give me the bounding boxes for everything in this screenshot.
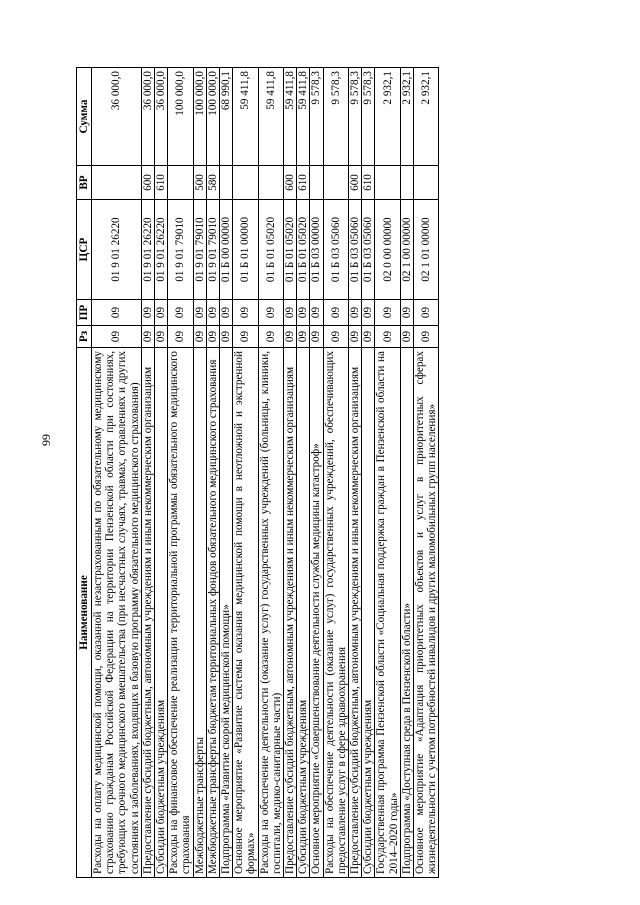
row-sum: 2 932,1 bbox=[400, 68, 413, 166]
row-rz: 09 bbox=[220, 326, 233, 348]
row-pr: 09 bbox=[375, 300, 400, 326]
header-sum: Сумма bbox=[77, 68, 92, 166]
row-rz: 09 bbox=[375, 326, 400, 348]
row-rz: 09 bbox=[414, 326, 439, 348]
row-pr: 09 bbox=[362, 300, 375, 326]
row-name: Субсидии бюджетным учреждениям bbox=[155, 348, 168, 878]
row-sum: 59 411,8 bbox=[233, 68, 258, 166]
row-vr bbox=[375, 166, 400, 200]
row-csr: 01 Б 03 05060 bbox=[323, 200, 348, 300]
row-rz: 09 bbox=[168, 326, 193, 348]
row-sum: 9 578,3 bbox=[362, 68, 375, 166]
row-vr bbox=[323, 166, 348, 200]
row-name: Основное мероприятие «Адаптация приоритетных объектов и услуг в приоритетных сферах жизнедеятельности с учетом потребностей инвалидов и других маломобильных групп населения» bbox=[414, 348, 439, 878]
table-row bbox=[220, 68, 233, 878]
row-name: Подпрограмма «Доступная среда в Пензенской области» bbox=[400, 348, 413, 878]
header-rz: Рз bbox=[77, 326, 92, 348]
row-name: Предоставление субсидий бюджетным, автономным учреждениям и иным некоммерческим организациям bbox=[349, 348, 362, 878]
table-row bbox=[206, 68, 219, 878]
row-csr: 01 Б 01 00000 bbox=[233, 200, 258, 300]
table-row bbox=[155, 68, 168, 878]
row-csr: 01 Б 03 05060 bbox=[349, 200, 362, 300]
row-name: Государственная программа Пензенской области «Социальная поддержка граждан в Пензенской области на 2014–2020 годы» bbox=[375, 348, 400, 878]
page-number: 99 bbox=[39, 434, 53, 446]
row-vr bbox=[400, 166, 413, 200]
row-vr bbox=[258, 166, 283, 200]
row-vr: 580 bbox=[206, 166, 219, 200]
row-name: Расходы на финансовое обеспечение реализации территориальной программы обязательного медицинского страхования bbox=[168, 348, 193, 878]
row-csr: 01 9 01 26220 bbox=[155, 200, 168, 300]
row-csr: 01 9 01 79010 bbox=[193, 200, 206, 300]
row-vr: 600 bbox=[349, 166, 362, 200]
row-sum: 100 000,0 bbox=[168, 68, 193, 166]
row-pr: 09 bbox=[220, 300, 233, 326]
row-vr bbox=[414, 166, 439, 200]
row-name: Подпрограмма «Развитие скорой медицинской помощи» bbox=[220, 348, 233, 878]
row-csr: 01 Б 01 05020 bbox=[258, 200, 283, 300]
row-vr: 600 bbox=[141, 166, 154, 200]
row-sum: 36 000,0 bbox=[141, 68, 154, 166]
header-name: Наименование bbox=[77, 348, 92, 878]
row-sum: 2 932,1 bbox=[375, 68, 400, 166]
row-pr: 09 bbox=[168, 300, 193, 326]
row-name: Основное мероприятие «Развитие системы оказания медицинской помощи в неотложной и экстренной формах» bbox=[233, 348, 258, 878]
row-pr: 09 bbox=[233, 300, 258, 326]
row-vr: 500 bbox=[193, 166, 206, 200]
row-vr: 600 bbox=[284, 166, 297, 200]
table-row bbox=[414, 68, 439, 878]
row-pr: 09 bbox=[284, 300, 297, 326]
row-sum: 68 990,1 bbox=[220, 68, 233, 166]
row-pr: 09 bbox=[297, 300, 310, 326]
row-rz: 09 bbox=[155, 326, 168, 348]
row-pr: 09 bbox=[310, 300, 323, 326]
row-name: Субсидии бюджетным учреждениям bbox=[362, 348, 375, 878]
table-row bbox=[258, 68, 283, 878]
row-name: Основное мероприятие «Совершенствование деятельности службы медицины катастроф» bbox=[310, 348, 323, 878]
row-csr: 01 Б 03 00000 bbox=[310, 200, 323, 300]
table-row bbox=[233, 68, 258, 878]
table-row bbox=[297, 68, 310, 878]
row-csr: 01 Б 01 05020 bbox=[284, 200, 297, 300]
row-sum: 59 411,8 bbox=[258, 68, 283, 166]
row-csr: 01 9 01 26220 bbox=[92, 200, 142, 300]
row-rz: 09 bbox=[193, 326, 206, 348]
row-sum: 59 411,8 bbox=[297, 68, 310, 166]
row-name: Расходы на обеспечение деятельности (оказание услуг) государственных учреждений (больницы, клиники, госпитали, медико-санитарные части) bbox=[258, 348, 283, 878]
row-csr: 01 Б 01 05020 bbox=[297, 200, 310, 300]
table-row bbox=[375, 68, 400, 878]
row-pr: 09 bbox=[92, 300, 142, 326]
row-rz: 09 bbox=[141, 326, 154, 348]
table-row bbox=[323, 68, 348, 878]
row-vr bbox=[168, 166, 193, 200]
table-row bbox=[284, 68, 297, 878]
table-row bbox=[362, 68, 375, 878]
row-pr: 09 bbox=[349, 300, 362, 326]
row-sum: 2 932,1 bbox=[414, 68, 439, 166]
row-rz: 09 bbox=[284, 326, 297, 348]
header-vr: ВР bbox=[77, 166, 92, 200]
row-sum: 9 578,3 bbox=[323, 68, 348, 166]
row-vr: 610 bbox=[155, 166, 168, 200]
row-pr: 09 bbox=[258, 300, 283, 326]
row-name: Расходы на обеспечение деятельности (оказание услуг) государственных учреждений, обеспечивающих предоставление услуг в сфере здравоохранения bbox=[323, 348, 348, 878]
row-vr: 610 bbox=[362, 166, 375, 200]
row-pr: 09 bbox=[323, 300, 348, 326]
row-rz: 09 bbox=[206, 326, 219, 348]
row-rz: 09 bbox=[400, 326, 413, 348]
row-csr: 01 9 01 79010 bbox=[168, 200, 193, 300]
row-rz: 09 bbox=[233, 326, 258, 348]
row-rz: 09 bbox=[297, 326, 310, 348]
table-header-row bbox=[77, 68, 92, 878]
table-row bbox=[141, 68, 154, 878]
row-sum: 36 000,0 bbox=[92, 68, 142, 166]
row-vr bbox=[220, 166, 233, 200]
row-pr: 09 bbox=[193, 300, 206, 326]
row-pr: 09 bbox=[141, 300, 154, 326]
table-row bbox=[349, 68, 362, 878]
row-name: Предоставление субсидий бюджетным, автономным учреждениям и иным некоммерческим организациям bbox=[284, 348, 297, 878]
table-row bbox=[310, 68, 323, 878]
row-sum: 9 578,3 bbox=[349, 68, 362, 166]
table-row bbox=[168, 68, 193, 878]
row-rz: 09 bbox=[349, 326, 362, 348]
row-sum: 100 000,0 bbox=[206, 68, 219, 166]
row-csr: 01 Б 03 05060 bbox=[362, 200, 375, 300]
row-vr: 610 bbox=[297, 166, 310, 200]
budget-table bbox=[76, 67, 439, 878]
row-csr: 02 1 00 00000 bbox=[400, 200, 413, 300]
row-pr: 09 bbox=[414, 300, 439, 326]
row-sum: 36 000,0 bbox=[155, 68, 168, 166]
row-sum: 59 411,8 bbox=[284, 68, 297, 166]
row-sum: 100 000,0 bbox=[193, 68, 206, 166]
row-name: Субсидии бюджетным учреждениям bbox=[297, 348, 310, 878]
row-pr: 09 bbox=[206, 300, 219, 326]
row-pr: 09 bbox=[400, 300, 413, 326]
row-vr bbox=[233, 166, 258, 200]
row-csr: 01 9 01 26220 bbox=[141, 200, 154, 300]
row-csr: 02 1 01 00000 bbox=[414, 200, 439, 300]
row-name: Межбюджетные трансферты bbox=[193, 348, 206, 878]
row-rz: 09 bbox=[92, 326, 142, 348]
row-vr bbox=[310, 166, 323, 200]
row-pr: 09 bbox=[155, 300, 168, 326]
rotated-page-content bbox=[76, 68, 578, 878]
row-name: Расходы на оплату медицинской помощи, оказанной незастрахованным по обязательному медицинскому страхованию гражданам Российской Федерации на территории Пензенской области при состояниях, требующих срочного медицинского вмешательства (при несчастных случаях, травмах, отравлениях и других состояниях и заболеваниях, входящих в базовую программу обязательного медицинского страхования) bbox=[92, 348, 142, 878]
table-row bbox=[193, 68, 206, 878]
table-row bbox=[400, 68, 413, 878]
row-name: Предоставление субсидий бюджетным, автономным учреждениям и иным некоммерческим организациям bbox=[141, 348, 154, 878]
row-sum: 9 578,3 bbox=[310, 68, 323, 166]
row-rz: 09 bbox=[310, 326, 323, 348]
row-csr: 01 9 01 79010 bbox=[206, 200, 219, 300]
row-rz: 09 bbox=[362, 326, 375, 348]
row-csr: 02 0 00 00000 bbox=[375, 200, 400, 300]
header-pr: ПР bbox=[77, 300, 92, 326]
row-csr: 01 Б 00 00000 bbox=[220, 200, 233, 300]
row-vr bbox=[92, 166, 142, 200]
row-name: Межбюджетные трансферты бюджетам территориальных фондов обязательного медицинского страхования bbox=[206, 348, 219, 878]
table-row bbox=[92, 68, 142, 878]
row-rz: 09 bbox=[323, 326, 348, 348]
header-csr: ЦСР bbox=[77, 200, 92, 300]
row-rz: 09 bbox=[258, 326, 283, 348]
